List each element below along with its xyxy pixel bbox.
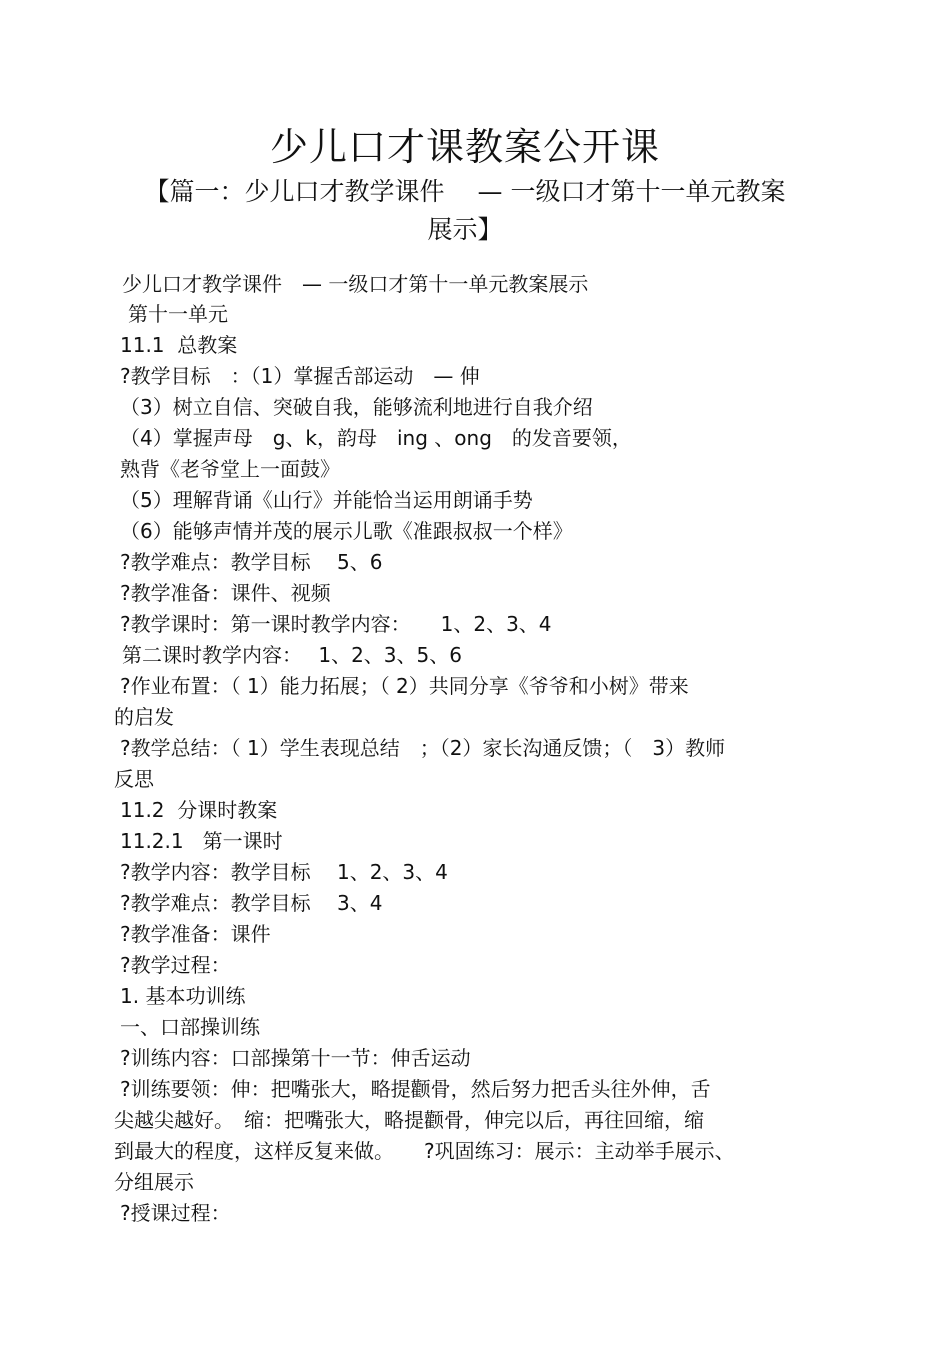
body-line: ?作业布置：（ 1）能力拓展；（ 2）共同分享《爷爷和小树》带来 <box>120 674 689 698</box>
body-line: ?训练要领：伸：把嘴张大，略提颧骨，然后努力把舌头往外伸，舌 <box>120 1077 711 1101</box>
body-line: 11.2.1 第一课时 <box>120 829 283 853</box>
body-line: ?授课过程： <box>120 1201 231 1225</box>
body-line: 尖越尖越好。 缩：把嘴张大，略提颧骨，伸完以后，再往回缩，缩 <box>114 1108 704 1132</box>
body-line: 少儿口才教学课件 — 一级口才第十一单元教案展示 <box>122 272 589 296</box>
page-subtitle-line-2: 展示】 <box>427 215 503 244</box>
body-line: 第二课时教学内容： 1、2、3、5、6 <box>122 643 462 667</box>
body-line: ?教学过程： <box>120 953 231 977</box>
body-line: ?教学难点：教学目标 5、6 <box>120 550 383 574</box>
body-line: ?教学课时：第一课时教学内容： 1、2、3、4 <box>120 612 552 636</box>
body-line: 第十一单元 <box>128 302 228 326</box>
body-line: 熟背《老爷堂上一面鼓》 <box>120 457 340 481</box>
body-line: ?教学目标 ：（1）掌握舌部运动 — 伸 <box>120 364 480 388</box>
body-line: （5）理解背诵《山行》并能恰当运用朗诵手势 <box>120 488 533 512</box>
body-line: ?教学准备：课件、视频 <box>120 581 331 605</box>
body-line: 的启发 <box>114 705 174 729</box>
body-line: ?教学准备：课件 <box>120 922 271 946</box>
page-subtitle-line-1: 【篇一：少儿口才教学课件 — 一级口才第十一单元教案 <box>144 177 786 206</box>
body-line: （4）掌握声母 g、k，韵母 ing 、ong 的发音要领， <box>120 426 632 450</box>
body-line: 11.1 总教案 <box>120 333 238 357</box>
body-line: ?教学内容：教学目标 1、2、3、4 <box>120 860 448 884</box>
body-line: （3）树立自信、突破自我，能够流利地进行自我介绍 <box>120 395 593 419</box>
body-line: 11.2 分课时教案 <box>120 798 278 822</box>
page-title: 少儿口才课教案公开课 <box>269 125 660 169</box>
body-line: 分组展示 <box>114 1170 194 1194</box>
body-line: 1. 基本功训练 <box>120 984 246 1008</box>
body-line: 反思 <box>114 767 154 791</box>
body-line: 到最大的程度，这样反复来做。 ?巩固练习：展示：主动举手展示、 <box>114 1139 735 1163</box>
body-line: （6）能够声情并茂的展示儿歌《准跟叔叔一个样》 <box>120 519 573 543</box>
body-line: 一、口部操训练 <box>120 1015 260 1039</box>
body-line: ?教学难点：教学目标 3、4 <box>120 891 383 915</box>
body-line: ?教学总结：（ 1）学生表现总结 ；（2）家长沟通反馈；（ 3）教师 <box>120 736 726 760</box>
body-line: ?训练内容：口部操第十一节：伸舌运动 <box>120 1046 471 1070</box>
